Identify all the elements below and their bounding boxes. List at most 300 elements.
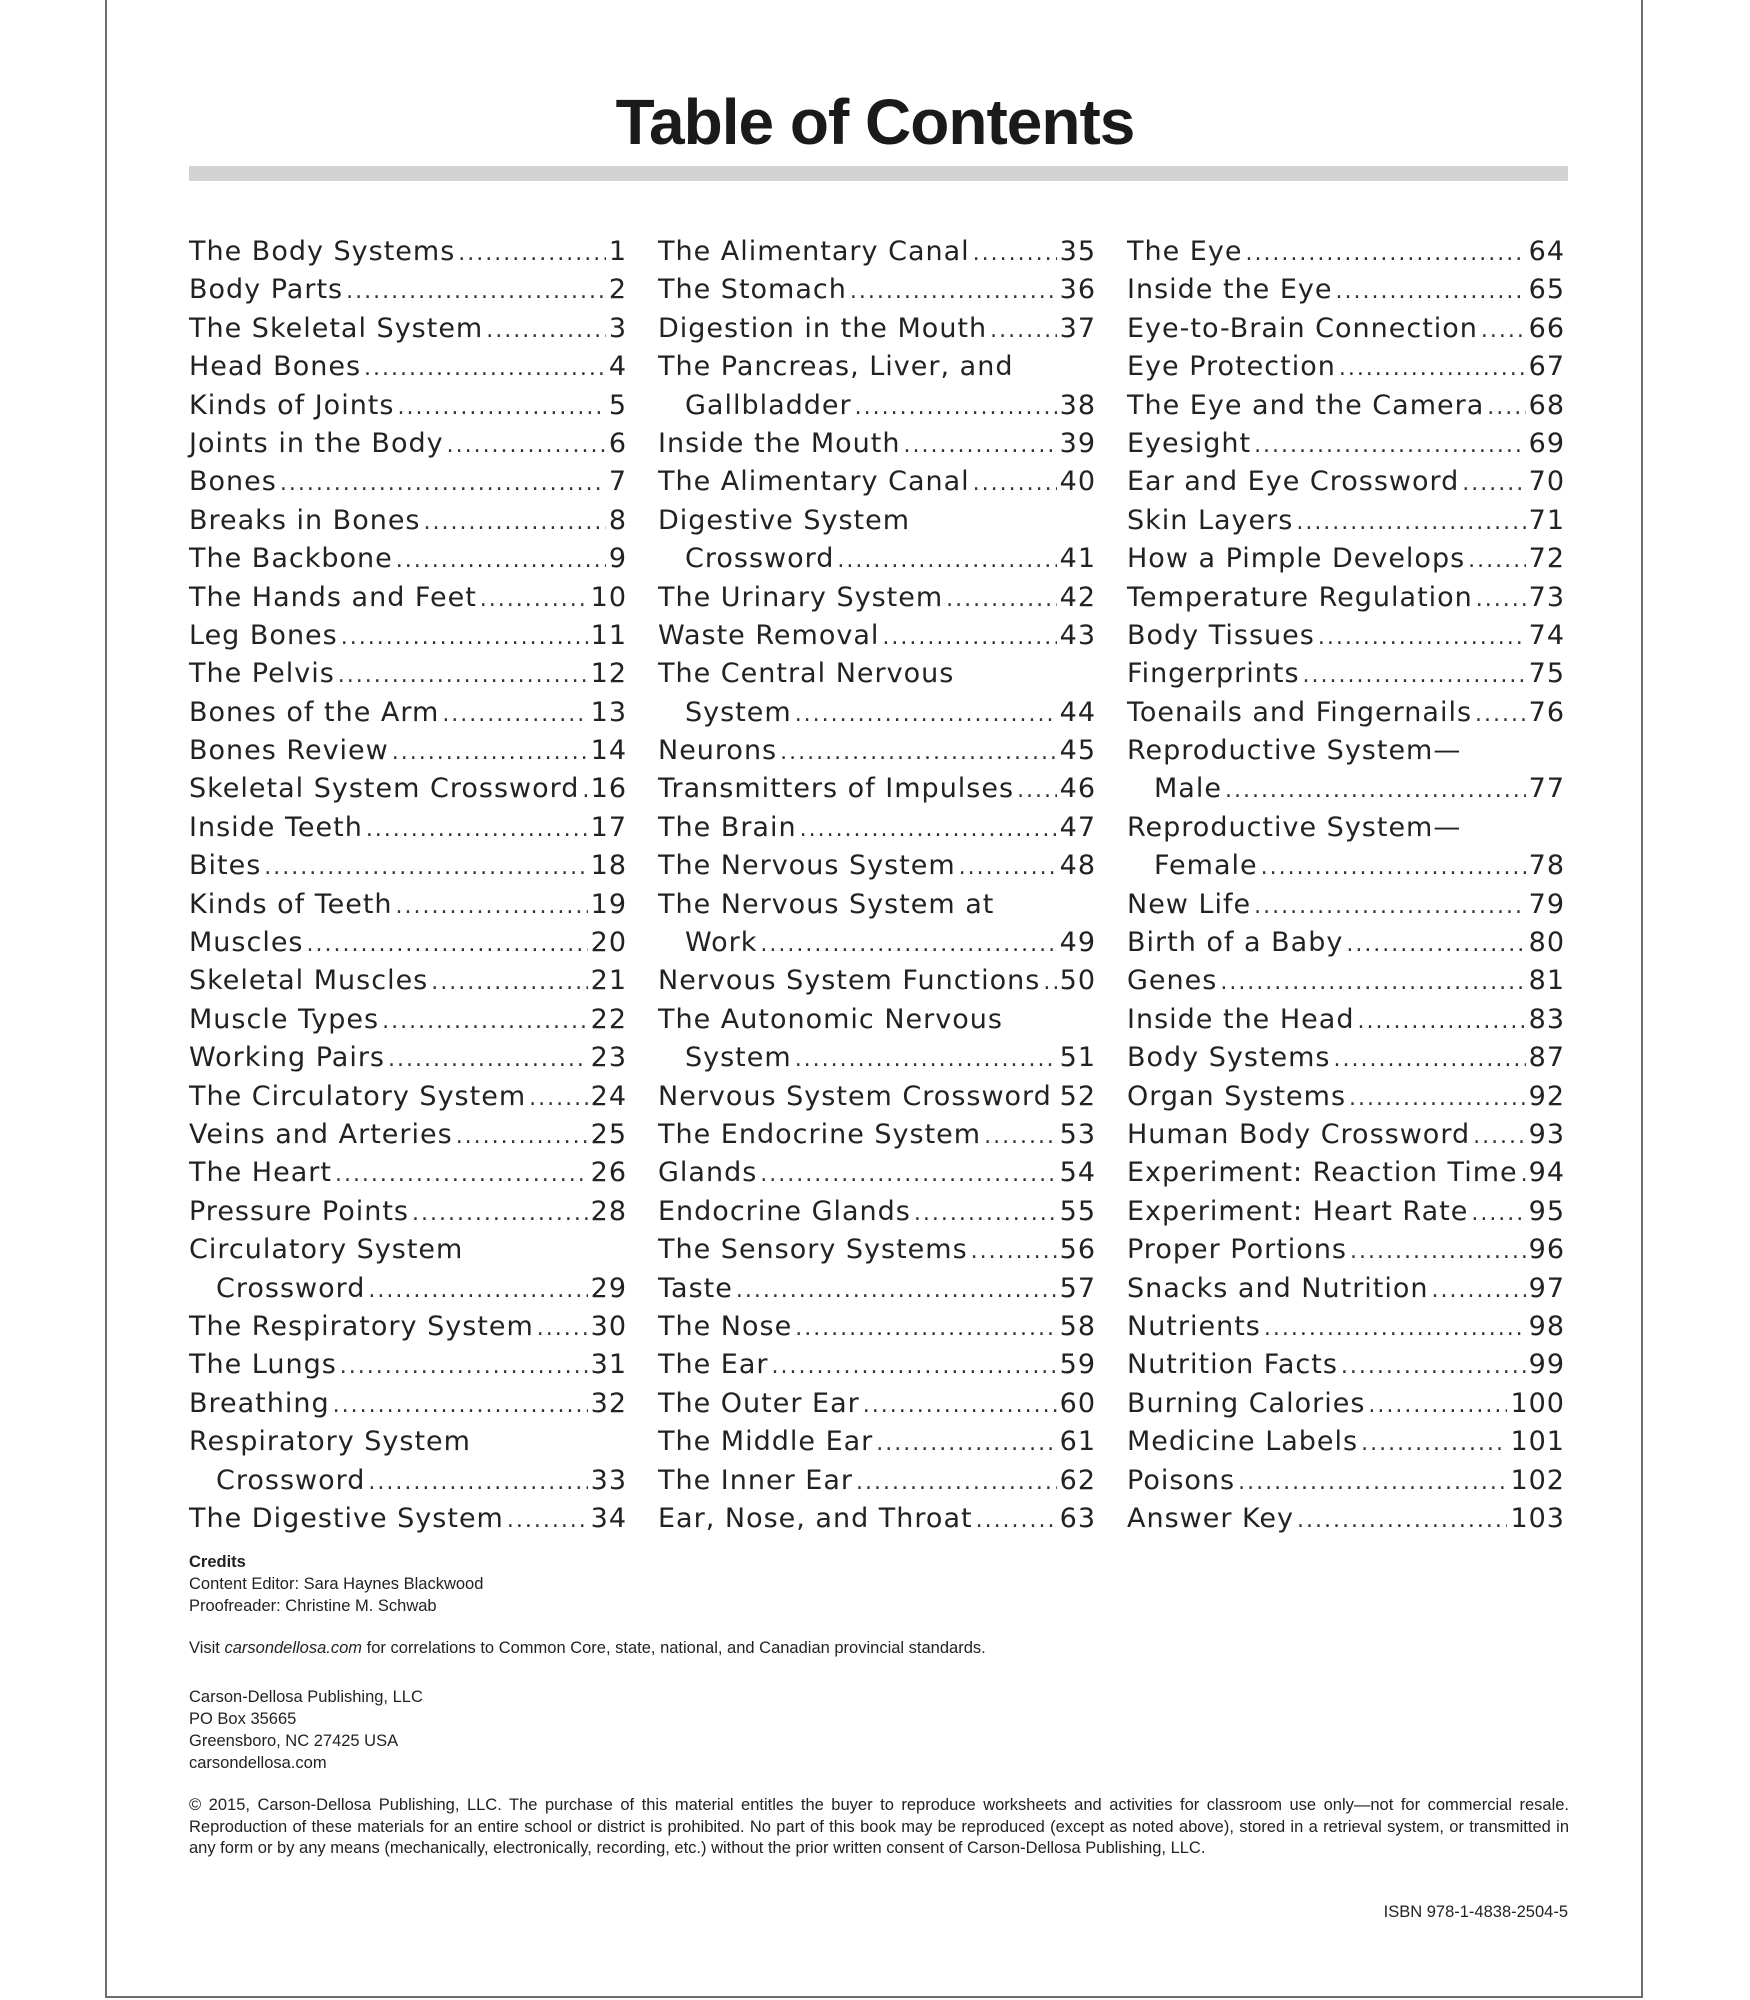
toc-entry-title: Reproductive System— xyxy=(1127,811,1462,843)
toc-entry[interactable] xyxy=(189,1308,627,1346)
toc-column-2 xyxy=(658,233,1096,1538)
toc-page-number: 23 xyxy=(590,1042,627,1074)
toc-entry-title: The Body Systems xyxy=(189,236,456,267)
toc-entry[interactable] xyxy=(1127,233,1565,271)
toc-entry[interactable] xyxy=(1127,1231,1565,1269)
toc-entry[interactable] xyxy=(1127,617,1565,655)
toc-entry[interactable] xyxy=(1127,310,1565,348)
toc-entry-title: Work xyxy=(685,927,758,959)
toc-page-number: 21 xyxy=(590,965,627,997)
toc-page-number: 26 xyxy=(590,1157,627,1189)
toc-dot-leader xyxy=(1264,1310,1526,1348)
toc-entry[interactable] xyxy=(658,425,1096,463)
toc-page-number: 73 xyxy=(1528,581,1565,613)
toc-dot-leader xyxy=(1521,1156,1526,1194)
toc-dot-leader xyxy=(946,581,1056,619)
toc-entry[interactable] xyxy=(1127,1001,1565,1039)
toc-entry[interactable] xyxy=(658,348,1096,386)
toc-entry[interactable] xyxy=(658,1462,1096,1500)
toc-entry[interactable] xyxy=(189,463,627,501)
toc-dot-leader xyxy=(1254,888,1526,926)
toc-dot-leader xyxy=(855,389,1057,427)
toc-dot-leader xyxy=(280,465,606,503)
toc-dot-leader xyxy=(1476,581,1526,619)
toc-dot-leader xyxy=(1334,1041,1526,1079)
toc-page-number: 29 xyxy=(590,1272,627,1304)
toc-entry-title: The Eye and the Camera xyxy=(1127,389,1485,421)
toc-dot-leader xyxy=(959,849,1057,887)
toc-entry[interactable] xyxy=(189,348,627,386)
standards-note xyxy=(189,1637,986,1659)
toc-page-number: 74 xyxy=(1528,619,1565,651)
toc-page-number: 68 xyxy=(1528,389,1565,421)
toc-entry[interactable] xyxy=(658,655,1096,693)
toc-entry[interactable] xyxy=(1127,1193,1565,1231)
toc-entry[interactable] xyxy=(658,847,1096,885)
toc-page-number: 36 xyxy=(1059,274,1096,306)
toc-column-3 xyxy=(1127,233,1565,1538)
toc-dot-leader xyxy=(904,427,1057,465)
toc-entry-title: Pressure Points xyxy=(189,1195,409,1227)
toc-entry[interactable] xyxy=(658,1154,1096,1192)
toc-entry[interactable] xyxy=(189,1346,627,1384)
toc-entry[interactable] xyxy=(1127,1308,1565,1346)
toc-dot-leader xyxy=(795,696,1057,734)
toc-entry-title: Female xyxy=(1154,850,1258,882)
toc-dot-leader xyxy=(333,1387,588,1425)
toc-entry[interactable] xyxy=(658,924,1096,962)
toc-entry[interactable] xyxy=(189,847,627,885)
toc-page-number: 5 xyxy=(608,389,627,421)
toc-dot-leader xyxy=(1341,1348,1526,1386)
toc-page-number: 52 xyxy=(1059,1080,1096,1112)
toc-entry[interactable] xyxy=(189,732,627,770)
toc-entry-title: The Sensory Systems xyxy=(658,1234,968,1266)
toc-dot-leader xyxy=(984,1118,1057,1156)
toc-entry[interactable] xyxy=(658,1001,1096,1039)
toc-entry[interactable] xyxy=(658,1500,1096,1538)
toc-entry[interactable] xyxy=(1127,463,1565,501)
toc-dot-leader xyxy=(1296,504,1525,542)
toc-entry[interactable] xyxy=(658,1385,1096,1423)
toc-entry[interactable] xyxy=(189,540,627,578)
toc-entry-title: Bites xyxy=(189,850,262,882)
toc-dot-leader xyxy=(507,1502,588,1540)
toc-dot-leader xyxy=(341,619,588,657)
toc-entry[interactable] xyxy=(189,1154,627,1192)
toc-entry[interactable] xyxy=(1127,809,1565,847)
toc-page-number: 24 xyxy=(590,1080,627,1112)
toc-entry-title: How a Pimple Develops xyxy=(1127,543,1466,575)
toc-dot-leader xyxy=(582,772,587,810)
toc-entry-title: Toenails and Fingernails xyxy=(1127,696,1473,728)
toc-dot-leader xyxy=(973,235,1057,273)
toc-page-number: 78 xyxy=(1528,850,1565,882)
toc-entry-title: Experiment: Heart Rate xyxy=(1127,1195,1469,1227)
toc-entry-title: Answer Key xyxy=(1127,1502,1294,1534)
toc-dot-leader xyxy=(397,389,605,427)
toc-dot-leader xyxy=(529,1080,588,1118)
toc-entry[interactable] xyxy=(189,1116,627,1154)
toc-page-number: 14 xyxy=(590,735,627,767)
publisher-name: Carson-Dellosa Publishing, LLC xyxy=(189,1688,423,1706)
toc-entry-title: Head Bones xyxy=(189,351,362,383)
toc-entry[interactable] xyxy=(658,1039,1096,1077)
credits-heading: Credits xyxy=(189,1553,246,1571)
toc-entry[interactable] xyxy=(658,886,1096,924)
toc-entry[interactable] xyxy=(1127,425,1565,463)
toc-entry[interactable] xyxy=(658,1308,1096,1346)
toc-page-number: 2 xyxy=(608,274,627,306)
toc-entry-title: Breaks in Bones xyxy=(189,504,421,536)
standards-note-suffix: for correlations to Common Core, state, national, and Canadian provincial standards. xyxy=(362,1639,986,1657)
toc-page-number: 81 xyxy=(1528,965,1565,997)
toc-entry[interactable] xyxy=(658,233,1096,271)
toc-entry[interactable] xyxy=(1127,1462,1565,1500)
toc-page-number: 16 xyxy=(590,773,627,805)
toc-page-number: 22 xyxy=(590,1003,627,1035)
toc-entry-title: Organ Systems xyxy=(1127,1080,1347,1112)
toc-dot-leader xyxy=(736,1272,1057,1310)
toc-entry[interactable] xyxy=(658,1270,1096,1308)
toc-dot-leader xyxy=(882,619,1056,657)
toc-entry-title: Eye-to-Brain Connection xyxy=(1127,312,1478,344)
toc-entry[interactable] xyxy=(189,387,627,425)
toc-entry[interactable] xyxy=(189,809,627,847)
toc-page-number: 55 xyxy=(1059,1195,1096,1227)
toc-page-number: 69 xyxy=(1528,427,1565,459)
toc-dot-leader xyxy=(1473,1118,1526,1156)
toc-entry[interactable] xyxy=(658,962,1096,1000)
toc-dot-leader xyxy=(1468,542,1525,580)
toc-dot-leader xyxy=(1254,427,1526,465)
toc-dot-leader xyxy=(368,1464,587,1502)
toc-dot-leader xyxy=(264,849,587,887)
toc-entry-title: The Circulatory System xyxy=(189,1080,527,1112)
toc-dot-leader xyxy=(800,811,1057,849)
toc-entry[interactable] xyxy=(658,463,1096,501)
toc-entry-title: Kinds of Teeth xyxy=(189,888,393,920)
toc-entry-title: Skin Layers xyxy=(1127,504,1294,536)
toc-entry[interactable] xyxy=(1127,579,1565,617)
toc-dot-leader xyxy=(1225,772,1526,810)
toc-dot-leader xyxy=(795,1310,1056,1348)
toc-dot-leader xyxy=(1245,235,1525,273)
toc-entry[interactable] xyxy=(189,233,627,271)
toc-page-number: 57 xyxy=(1059,1272,1096,1304)
toc-entry[interactable] xyxy=(1127,540,1565,578)
toc-page-number: 83 xyxy=(1528,1003,1565,1035)
toc-entry-title: Veins and Arteries xyxy=(189,1118,453,1150)
toc-page-number: 33 xyxy=(590,1464,627,1496)
isbn: ISBN 978-1-4838-2504-5 xyxy=(1383,1903,1568,1921)
toc-page-number: 28 xyxy=(590,1195,627,1227)
toc-entry-title: Skeletal Muscles xyxy=(189,965,429,997)
toc-entry-title: Eyesight xyxy=(1127,427,1252,459)
toc-page-number: 18 xyxy=(590,850,627,882)
page-title: Table of Contents xyxy=(615,86,1135,158)
toc-entry[interactable] xyxy=(189,962,627,1000)
toc-entry-title: The Nervous System xyxy=(658,850,956,882)
toc-entry-title: Body Systems xyxy=(1127,1042,1331,1074)
toc-entry-title: The Pelvis xyxy=(189,658,335,690)
toc-entry[interactable] xyxy=(189,579,627,617)
toc-dot-leader xyxy=(850,273,1057,311)
toc-page-number: 49 xyxy=(1059,927,1096,959)
toc-entry[interactable] xyxy=(658,1116,1096,1154)
toc-entry[interactable] xyxy=(1127,1039,1565,1077)
toc-dot-leader xyxy=(458,235,606,273)
toc-page-number: 59 xyxy=(1059,1349,1096,1381)
toc-entry-title: The Alimentary Canal xyxy=(658,466,970,498)
toc-entry-title: Reproductive System— xyxy=(1127,735,1462,767)
toc-entry[interactable] xyxy=(189,1270,627,1308)
toc-dot-leader xyxy=(1432,1272,1526,1310)
toc-entry[interactable] xyxy=(1127,732,1565,770)
toc-dot-leader xyxy=(480,581,588,619)
toc-entry-title: Crossword xyxy=(685,543,835,575)
toc-entry[interactable] xyxy=(189,886,627,924)
toc-entry[interactable] xyxy=(658,809,1096,847)
toc-page-number: 35 xyxy=(1059,236,1096,267)
toc-entry[interactable] xyxy=(189,1001,627,1039)
toc-entry[interactable] xyxy=(1127,694,1565,732)
toc-entry-title: The Inner Ear xyxy=(658,1464,853,1496)
toc-entry-title: The Respiratory System xyxy=(189,1310,534,1342)
toc-dot-leader xyxy=(837,542,1056,580)
toc-entry[interactable] xyxy=(1127,1270,1565,1308)
toc-dot-leader xyxy=(1297,1502,1507,1540)
toc-entry[interactable] xyxy=(1127,655,1565,693)
title-divider xyxy=(189,166,1568,181)
toc-entry[interactable] xyxy=(189,1078,627,1116)
toc-dot-leader xyxy=(366,811,588,849)
toc-page-number: 95 xyxy=(1528,1195,1565,1227)
toc-entry-title: Crossword xyxy=(216,1272,366,1304)
toc-entry[interactable] xyxy=(658,310,1096,348)
toc-page-number: 56 xyxy=(1059,1234,1096,1266)
toc-dot-leader xyxy=(307,926,588,964)
toc-page-number: 48 xyxy=(1059,850,1096,882)
toc-dot-leader xyxy=(456,1118,588,1156)
toc-entry[interactable] xyxy=(1127,1154,1565,1192)
toc-entry-title: The Endocrine System xyxy=(658,1118,982,1150)
toc-entry-title: Body Parts xyxy=(189,274,344,306)
toc-entry[interactable] xyxy=(189,770,627,808)
toc-entry[interactable] xyxy=(189,1385,627,1423)
toc-dot-leader xyxy=(760,1156,1056,1194)
website-link[interactable]: carsondellosa.com xyxy=(224,1639,363,1657)
toc-entry[interactable] xyxy=(189,425,627,463)
toc-entry-title: New Life xyxy=(1127,888,1252,920)
toc-page-number: 103 xyxy=(1510,1502,1565,1534)
toc-entry[interactable] xyxy=(1127,886,1565,924)
toc-entry-title: The Nervous System at xyxy=(658,888,995,920)
toc-dot-leader xyxy=(486,312,606,350)
toc-entry-title: Transmitters of Impulses xyxy=(658,773,1015,805)
toc-entry[interactable] xyxy=(1127,924,1565,962)
toc-page-number: 62 xyxy=(1059,1464,1096,1496)
toc-page-number: 8 xyxy=(608,504,627,536)
toc-page-number: 102 xyxy=(1510,1464,1565,1496)
toc-entry[interactable] xyxy=(1127,770,1565,808)
toc-entry[interactable] xyxy=(1127,847,1565,885)
toc-dot-leader xyxy=(442,696,587,734)
toc-dot-leader xyxy=(876,1425,1056,1463)
toc-entry[interactable] xyxy=(189,1039,627,1077)
toc-entry[interactable] xyxy=(658,1231,1096,1269)
toc-dot-leader xyxy=(772,1348,1057,1386)
toc-dot-leader xyxy=(447,427,606,465)
toc-entry-title: Nutrition Facts xyxy=(1127,1349,1338,1381)
toc-page-number: 100 xyxy=(1510,1387,1565,1419)
toc-entry[interactable] xyxy=(1127,1385,1565,1423)
toc-entry-title: The Heart xyxy=(189,1157,332,1189)
toc-entry[interactable] xyxy=(658,732,1096,770)
toc-entry[interactable] xyxy=(1127,1423,1565,1461)
toc-entry[interactable] xyxy=(189,1500,627,1538)
toc-entry[interactable] xyxy=(1127,502,1565,540)
toc-entry[interactable] xyxy=(189,924,627,962)
toc-page-number: 11 xyxy=(590,619,627,651)
toc-dot-leader xyxy=(338,657,588,695)
toc-entry[interactable] xyxy=(1127,1346,1565,1384)
toc-entry[interactable] xyxy=(189,694,627,732)
toc-dot-leader xyxy=(431,964,587,1002)
toc-page-number: 51 xyxy=(1059,1042,1096,1074)
toc-entry-title: Waste Removal xyxy=(658,619,880,651)
standards-note-prefix: Visit xyxy=(189,1639,225,1657)
toc-entry[interactable] xyxy=(658,271,1096,309)
toc-entry-title: Muscles xyxy=(189,927,304,959)
content-editor-credit: Content Editor: Sara Haynes Blackwood xyxy=(189,1575,484,1593)
toc-entry[interactable] xyxy=(189,502,627,540)
toc-page-number: 87 xyxy=(1528,1042,1565,1074)
toc-page-number: 63 xyxy=(1059,1502,1096,1534)
toc-entry-title: The Pancreas, Liver, and xyxy=(658,351,1014,383)
toc-entry[interactable] xyxy=(658,617,1096,655)
toc-dot-leader xyxy=(537,1310,588,1348)
toc-entry-title: Poisons xyxy=(1127,1464,1236,1496)
toc-dot-leader xyxy=(795,1041,1057,1079)
toc-dot-leader xyxy=(1475,696,1526,734)
toc-page-number: 53 xyxy=(1059,1118,1096,1150)
toc-entry[interactable] xyxy=(1127,1078,1565,1116)
toc-entry[interactable] xyxy=(189,655,627,693)
toc-page-number: 54 xyxy=(1059,1157,1096,1189)
toc-entry[interactable] xyxy=(658,579,1096,617)
toc-entry[interactable] xyxy=(658,694,1096,732)
toc-dot-leader xyxy=(760,926,1056,964)
toc-page-number: 99 xyxy=(1528,1349,1565,1381)
toc-entry-title: The Lungs xyxy=(189,1349,337,1381)
toc-entry[interactable] xyxy=(1127,348,1565,386)
publisher-website[interactable]: carsondellosa.com xyxy=(189,1754,327,1772)
toc-page-number: 70 xyxy=(1528,466,1565,498)
toc-page-number: 98 xyxy=(1528,1310,1565,1342)
toc-entry-title: The Autonomic Nervous xyxy=(658,1003,1003,1035)
toc-entry[interactable] xyxy=(658,502,1096,540)
toc-entry[interactable] xyxy=(658,770,1096,808)
toc-entry-title: Taste xyxy=(658,1272,733,1304)
toc-entry[interactable] xyxy=(189,617,627,655)
toc-page-number: 61 xyxy=(1059,1426,1096,1458)
toc-dot-leader xyxy=(780,734,1057,772)
toc-entry-title: The Eye xyxy=(1127,236,1243,267)
toc-page-number: 58 xyxy=(1059,1310,1096,1342)
toc-dot-leader xyxy=(1357,1003,1525,1041)
toc-entry-title: Neurons xyxy=(658,735,778,767)
toc-entry-title: Skeletal System Crossword xyxy=(189,773,580,805)
toc-page-number: 32 xyxy=(590,1387,627,1419)
toc-entry[interactable] xyxy=(189,1193,627,1231)
toc-dot-leader xyxy=(1481,312,1526,350)
toc-dot-leader xyxy=(1346,926,1525,964)
toc-entry[interactable] xyxy=(1127,387,1565,425)
toc-entry[interactable] xyxy=(658,1078,1096,1116)
toc-entry[interactable] xyxy=(1127,962,1565,1000)
toc-entry[interactable] xyxy=(658,1346,1096,1384)
toc-dot-leader xyxy=(1349,1080,1526,1118)
toc-entry[interactable] xyxy=(189,310,627,348)
toc-entry[interactable] xyxy=(658,540,1096,578)
toc-entry-title: Digestion in the Mouth xyxy=(658,312,988,344)
toc-page-number: 39 xyxy=(1059,427,1096,459)
toc-entry[interactable] xyxy=(658,387,1096,425)
toc-page-number: 30 xyxy=(590,1310,627,1342)
toc-entry-title: System xyxy=(685,1042,792,1074)
toc-entry[interactable] xyxy=(1127,271,1565,309)
credits xyxy=(189,1551,1589,1617)
toc-page-number: 71 xyxy=(1528,504,1565,536)
toc-entry-title: Inside the Eye xyxy=(1127,274,1333,306)
toc-page-number: 66 xyxy=(1528,312,1565,344)
toc-entry-title: Snacks and Nutrition xyxy=(1127,1272,1429,1304)
toc-page-number: 34 xyxy=(590,1502,627,1534)
toc-dot-leader xyxy=(396,542,606,580)
toc-dot-leader xyxy=(976,1502,1057,1540)
toc-page-number: 94 xyxy=(1528,1157,1565,1189)
toc-page-number: 96 xyxy=(1528,1234,1565,1266)
toc-entry-title: Bones xyxy=(189,466,277,498)
toc-entry-title: Nutrients xyxy=(1127,1310,1261,1342)
toc-entry[interactable] xyxy=(1127,1116,1565,1154)
toc-page-number: 67 xyxy=(1528,351,1565,383)
toc-page-number: 64 xyxy=(1528,236,1565,267)
toc-dot-leader xyxy=(1055,1080,1057,1118)
toc-entry[interactable] xyxy=(189,1423,627,1461)
toc-page-number: 46 xyxy=(1059,773,1096,805)
toc-entry-title: Nervous System Crossword xyxy=(658,1080,1052,1112)
toc-entry[interactable] xyxy=(189,1231,627,1269)
toc-page-number: 76 xyxy=(1528,696,1565,728)
toc-entry-title: Temperature Regulation xyxy=(1127,581,1473,613)
toc-entry-title: The Digestive System xyxy=(189,1502,504,1534)
toc-entry[interactable] xyxy=(189,271,627,309)
toc-entry-title: Human Body Crossword xyxy=(1127,1118,1471,1150)
toc-entry[interactable] xyxy=(658,1423,1096,1461)
toc-entry[interactable] xyxy=(189,1462,627,1500)
toc-dot-leader xyxy=(973,465,1057,503)
toc-entry-title: The Backbone xyxy=(189,543,393,575)
po-box: PO Box 35665 xyxy=(189,1710,297,1728)
toc-entry-title: Bones Review xyxy=(189,735,389,767)
toc-entry-title: The Ear xyxy=(658,1349,769,1381)
toc-entry-title: Crossword xyxy=(216,1464,366,1496)
toc-entry-title: The Hands and Feet xyxy=(189,581,477,613)
toc-entry[interactable] xyxy=(1127,1500,1565,1538)
toc-entry[interactable] xyxy=(658,1193,1096,1231)
